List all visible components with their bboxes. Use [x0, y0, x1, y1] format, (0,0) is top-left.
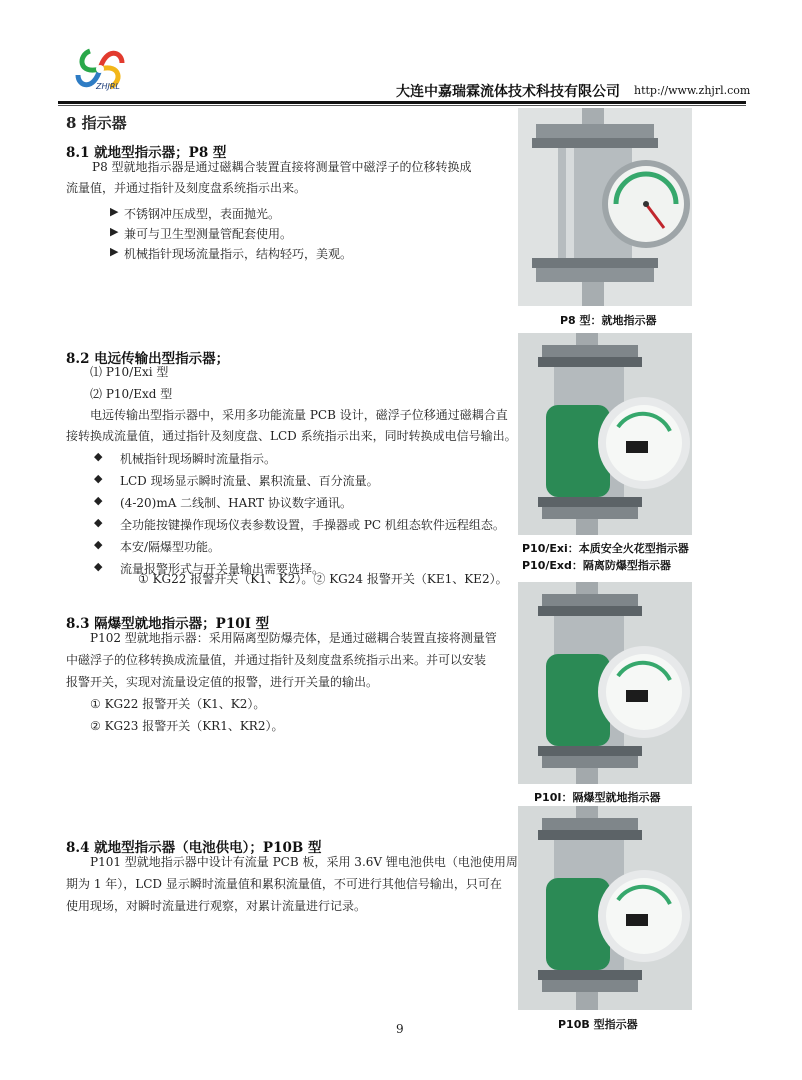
s82-bullet: ◆ 流量报警形式与开关量输出需要选择。 — [94, 560, 325, 576]
s83-para-line2: 中磁浮子的位移转换成流量值，并通过指针及刻度盘系统指示出来。并可以安装 — [66, 653, 487, 667]
company-name: 大连中嘉瑞霖流体技术科技有限公司 — [396, 84, 620, 100]
chapter-title: 8 指示器 — [66, 114, 127, 132]
diamond-bullet-icon: ◆ — [94, 560, 103, 573]
triangle-bullet-icon: ▶ — [110, 225, 119, 238]
caption-p10i: P10I：隔爆型就地指示器 — [534, 791, 661, 804]
section-8-1-title: 8.1 就地型指示器；P8 型 — [66, 145, 227, 161]
caption-p10-exd: P10/Exd：隔离防爆型指示器 — [522, 559, 671, 572]
s84-para-line1: P101 型就地指示器中设计有流量 PCB 板，采用 3.6V 锂电池供电（电池使用周 — [90, 855, 518, 869]
svg-text:ZHJRL: ZHJRL — [96, 82, 120, 91]
caption-p8: P8 型：就地指示器 — [560, 314, 657, 327]
triangle-bullet-icon: ▶ — [110, 205, 119, 218]
s82-para-line1: 电远传输出型指示器中，采用多功能流量 PCB 设计，磁浮子位移通过磁耦合直 — [90, 408, 508, 422]
s81-bullet: ▶ 不锈钢冲压成型，表面抛光。 — [110, 205, 281, 221]
p8-indicator-image — [518, 108, 692, 306]
diamond-bullet-icon: ◆ — [94, 494, 103, 507]
header-rule — [58, 101, 746, 104]
page-number: 9 — [396, 1022, 404, 1036]
photo-p10i-indicator — [518, 582, 692, 784]
s84-para-line2: 期为 1 年），LCD 显示瞬时流量值和累积流量值，不可进行其他信号输出，只可在 — [66, 877, 502, 891]
s82-type-exd: ⑵ P10/Exd 型 — [90, 387, 173, 401]
s83-para-line3: 报警开关，实现对流量设定值的报警，进行开关量的输出。 — [66, 675, 379, 689]
company-logo — [70, 42, 132, 94]
s82-bullet: ◆ LCD 现场显示瞬时流量、累积流量、百分流量。 — [94, 472, 379, 488]
diamond-bullet-icon: ◆ — [94, 472, 103, 485]
p10-indicator-image — [518, 333, 692, 535]
p10i-indicator-image — [518, 582, 692, 784]
s84-para-line3: 使用现场，对瞬时流量进行观察，对累计流量进行记录。 — [66, 899, 367, 913]
section-8-3-title: 8.3 隔爆型就地指示器；P10I 型 — [66, 616, 270, 632]
caption-p10-exi: P10/Exi：本质安全火花型指示器 — [522, 542, 689, 555]
s83-option-1: ① KG22 报警开关（K1、K2）。 — [90, 697, 266, 711]
photo-p8-indicator — [518, 108, 692, 306]
s82-bullet: ◆ 机械指针现场瞬时流量指示。 — [94, 450, 277, 466]
s81-bullet: ▶ 兼可与卫生型测量管配套使用。 — [110, 225, 293, 241]
s82-bullet: ◆ 全功能按键操作现场仪表参数设置，手操器或 PC 机组态软件远程组态。 — [94, 516, 505, 532]
diamond-bullet-icon: ◆ — [94, 516, 103, 529]
s82-para-line2: 接转换成流量值，通过指针及刻度盘、LCD 系统指示出来，同时转换成电信号输出。 — [66, 429, 517, 443]
s81-para-line2: 流量值，并通过指针及刻度盘系统指示出来。 — [66, 181, 307, 195]
diamond-bullet-icon: ◆ — [94, 538, 103, 551]
s82-bullet: ◆ (4-20)mA 二线制、HART 协议数字通讯。 — [94, 494, 352, 510]
section-8-2-title: 8.2 电远传输出型指示器； — [66, 351, 230, 367]
company-url: http://www.zhjrl.com — [634, 84, 751, 97]
s81-bullet: ▶ 机械指针现场流量指示，结构轻巧，美观。 — [110, 245, 353, 261]
s83-para-line1: P102 型就地指示器：采用隔离型防爆壳体，是通过磁耦合装置直接将测量管 — [90, 631, 497, 645]
photo-p10b-indicator — [518, 806, 692, 1010]
section-8-4-title: 8.4 就地型指示器（电池供电）；P10B 型 — [66, 840, 322, 856]
triangle-bullet-icon: ▶ — [110, 245, 119, 258]
s82-bullet: ◆ 本安/隔爆型功能。 — [94, 538, 221, 554]
header-rule-thin — [58, 105, 746, 106]
p10b-indicator-image — [518, 806, 692, 1010]
diamond-bullet-icon: ◆ — [94, 450, 103, 463]
caption-p10b: P10B 型指示器 — [558, 1018, 638, 1031]
s81-para-line1: P8 型就地指示器是通过磁耦合装置直接将测量管中磁浮子的位移转换成 — [92, 160, 472, 174]
s82-type-exi: ⑴ P10/Exi 型 — [90, 365, 169, 379]
photo-p10-exi-indicator — [518, 333, 692, 535]
s82-switch-options: ① KG22 报警开关（K1、K2）。② KG24 报警开关（KE1、KE2）。 — [138, 572, 508, 586]
s83-option-2: ② KG23 报警开关（KR1、KR2）。 — [90, 719, 284, 733]
